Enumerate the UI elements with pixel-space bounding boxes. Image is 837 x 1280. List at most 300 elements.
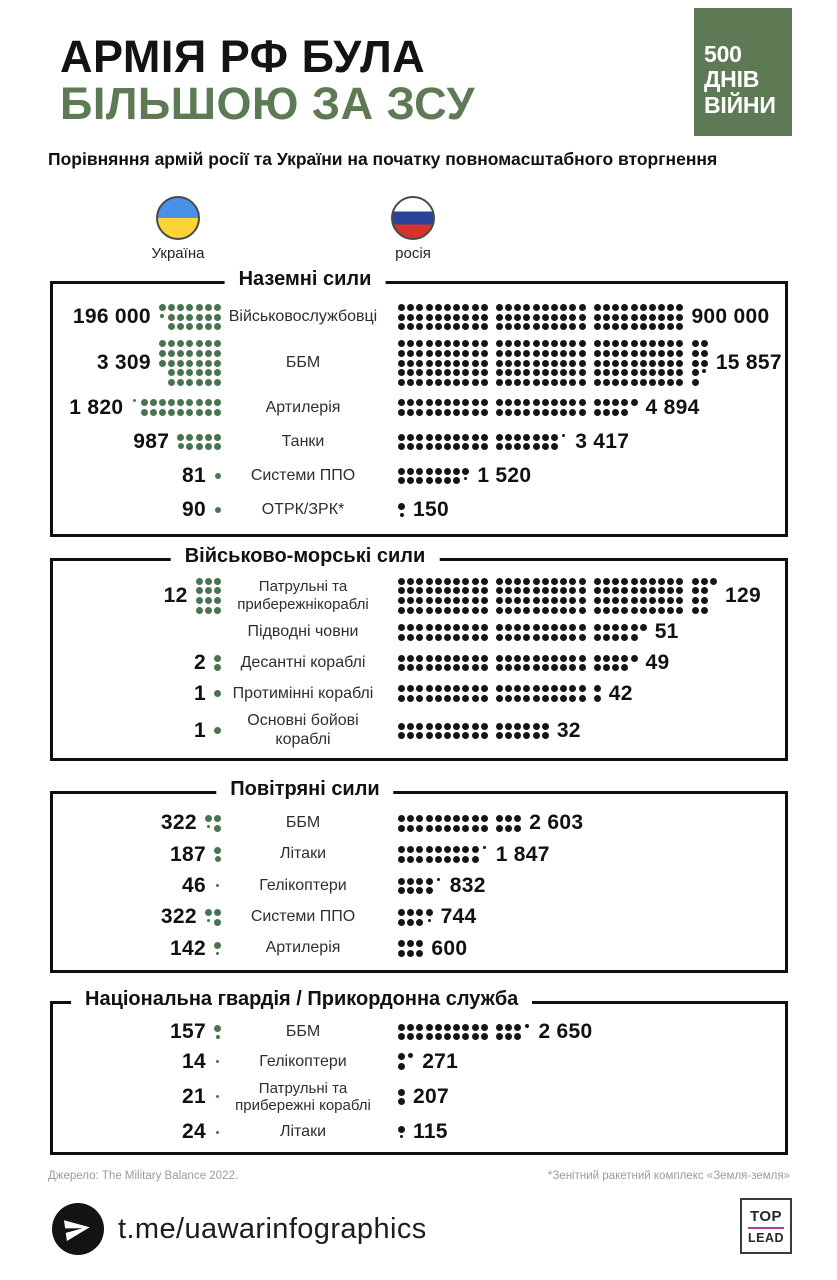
dot [472, 597, 479, 604]
toplead-bottom-text: LEAD [747, 1230, 785, 1245]
dot [196, 323, 203, 330]
dot [542, 664, 549, 671]
dot [533, 597, 540, 604]
dot [542, 409, 549, 416]
dot [215, 856, 221, 862]
dot [594, 597, 601, 604]
dot-column [560, 685, 567, 702]
dot [612, 360, 619, 367]
dot [640, 369, 647, 376]
ukraine-cell [53, 396, 221, 420]
ukraine-dot-grid [214, 1095, 221, 1098]
dot [551, 685, 558, 692]
dot-column [542, 434, 549, 451]
dot [407, 732, 414, 739]
dot [462, 340, 469, 347]
dot [407, 587, 414, 594]
dot [444, 695, 451, 702]
dot-column [453, 434, 460, 451]
dot [168, 360, 175, 367]
dot [398, 468, 405, 475]
row-label: Літаки [279, 1122, 327, 1140]
dot [205, 304, 212, 311]
dot [426, 350, 433, 357]
dot [551, 369, 558, 376]
dot [141, 399, 148, 406]
russia-cell [398, 430, 785, 454]
dot [594, 578, 601, 585]
dot [505, 314, 512, 321]
dot-column [398, 1053, 405, 1070]
dot [496, 369, 503, 376]
russia-dot-grid [398, 304, 683, 330]
dot [551, 379, 558, 386]
dot-column [407, 655, 414, 672]
dot [481, 379, 488, 386]
dot-column [453, 399, 460, 416]
dot-column [407, 940, 414, 957]
dot [205, 379, 212, 386]
dot [407, 634, 414, 641]
dot-column [631, 655, 638, 662]
dot [435, 360, 442, 367]
section-title: Військово-морські сили [171, 545, 440, 568]
dot-column [472, 624, 479, 641]
dot-column [426, 655, 433, 672]
dot [505, 597, 512, 604]
dot [569, 379, 576, 386]
dot [462, 314, 469, 321]
dot-column [496, 624, 503, 641]
dot-column [407, 846, 414, 863]
dot [214, 369, 221, 376]
dot [702, 369, 706, 373]
dot-column [398, 468, 405, 485]
dot [496, 434, 503, 441]
dot-column [569, 304, 576, 330]
dot [560, 409, 567, 416]
dot [523, 323, 530, 330]
dot [216, 1095, 219, 1098]
dot-column [649, 578, 656, 614]
dot [496, 607, 503, 614]
ukraine-dot-grid [214, 473, 221, 479]
dot [496, 587, 503, 594]
dot [667, 607, 674, 614]
dot [505, 1033, 512, 1040]
ukraine-value: 1 820 [69, 395, 124, 419]
dot [569, 634, 576, 641]
dot-column [560, 578, 567, 614]
dot [398, 887, 405, 894]
dot [407, 443, 414, 450]
dot-column [594, 578, 601, 614]
dot [658, 578, 665, 585]
dot [407, 314, 414, 321]
dot [462, 409, 469, 416]
dot-column [416, 468, 423, 485]
dot-column [398, 909, 405, 926]
dot [453, 578, 460, 585]
dot [621, 655, 628, 662]
dot [416, 950, 423, 957]
dot [472, 379, 479, 386]
dot [462, 846, 469, 853]
dot [416, 607, 423, 614]
table-row [53, 937, 785, 961]
dot-column [603, 340, 610, 385]
dot [196, 443, 203, 450]
dot [196, 409, 203, 416]
dot [603, 634, 610, 641]
dot-column [416, 685, 423, 702]
dot [426, 815, 433, 822]
dot [551, 664, 558, 671]
dot [426, 399, 433, 406]
dot [444, 314, 451, 321]
dot-column [426, 340, 433, 385]
dot [453, 825, 460, 832]
dot [542, 578, 549, 585]
dot [603, 607, 610, 614]
dot [542, 655, 549, 662]
dot [435, 314, 442, 321]
dot [667, 323, 674, 330]
dot [462, 1024, 469, 1031]
dot [472, 655, 479, 662]
dot [514, 1024, 521, 1031]
dot-column [205, 304, 212, 330]
dot-column [150, 399, 157, 416]
dot [462, 723, 469, 730]
dot-column [214, 340, 221, 385]
dot [594, 369, 601, 376]
dot-column [676, 304, 683, 330]
dot [407, 723, 414, 730]
dot [426, 379, 433, 386]
dot-column [569, 685, 576, 702]
dot [533, 732, 540, 739]
dot [453, 350, 460, 357]
dot-column [505, 624, 512, 641]
dot [542, 685, 549, 692]
dot [472, 664, 479, 671]
dot [416, 1033, 423, 1040]
dot [472, 695, 479, 702]
dot [205, 909, 212, 916]
dot [444, 655, 451, 662]
dot [603, 624, 610, 631]
russia-dot-grid [398, 846, 488, 863]
dot-column [196, 434, 203, 451]
dot [453, 443, 460, 450]
ukraine-dot-grid [205, 909, 221, 926]
dot [186, 399, 193, 406]
dot [426, 624, 433, 631]
russia-value: 150 [413, 497, 449, 521]
dot [407, 856, 414, 863]
ukraine-dot-grid [214, 655, 221, 672]
dot-column [496, 815, 503, 832]
ukraine-value: 46 [182, 873, 206, 897]
dot [514, 815, 521, 822]
dot [523, 409, 530, 416]
dot [214, 597, 221, 604]
dot [514, 825, 521, 832]
dot [398, 369, 405, 376]
dot [444, 468, 451, 475]
dot [398, 434, 405, 441]
dot [159, 360, 166, 367]
dot [692, 379, 699, 386]
dot [205, 597, 212, 604]
dot [462, 350, 469, 357]
dot [542, 304, 549, 311]
dot [551, 443, 558, 450]
dot [416, 878, 423, 885]
dot [416, 468, 423, 475]
dot [453, 723, 460, 730]
dot-column [481, 399, 488, 416]
dot [416, 399, 423, 406]
dot-column [214, 1131, 221, 1134]
russia-cell [398, 651, 785, 675]
dot-column [462, 399, 469, 416]
dot [168, 399, 175, 406]
russia-value: 115 [413, 1120, 448, 1144]
dot-column [214, 690, 221, 697]
dot [444, 360, 451, 367]
dot-column [205, 340, 212, 385]
telegram-link[interactable] [52, 1203, 427, 1255]
dot-column [435, 578, 442, 614]
dot [472, 815, 479, 822]
dot-column [569, 624, 576, 641]
dot-column [462, 434, 469, 451]
dot-column [398, 340, 405, 385]
ukraine-cell [53, 578, 221, 614]
russia-dot-grid [398, 655, 638, 672]
russia-cell [398, 905, 785, 929]
dot [205, 314, 212, 321]
dot [514, 314, 521, 321]
dot [621, 379, 628, 386]
dot-column [205, 815, 212, 828]
dot [676, 597, 683, 604]
dot-column [523, 685, 530, 702]
dot [435, 323, 442, 330]
dot [640, 340, 647, 347]
dot [472, 399, 479, 406]
dot [621, 664, 628, 671]
dot-column [542, 340, 549, 385]
dot [658, 360, 665, 367]
dot [407, 399, 414, 406]
dot-column [407, 815, 414, 832]
dot-column [551, 624, 558, 641]
dot [612, 340, 619, 347]
dot [649, 597, 656, 604]
dot-column [416, 940, 423, 957]
dot [444, 846, 451, 853]
dot [496, 379, 503, 386]
dot-column [621, 304, 628, 330]
dot [177, 399, 184, 406]
russia-dot-grid [398, 909, 433, 926]
dot-column [523, 434, 530, 451]
dot [205, 578, 212, 585]
russia-cell [398, 811, 785, 835]
dot-column [523, 723, 530, 740]
dot [514, 323, 521, 330]
dot [435, 340, 442, 347]
dot-column [453, 685, 460, 702]
dot [407, 304, 414, 311]
dot-column [214, 473, 221, 479]
dot-column [640, 304, 647, 330]
dot [407, 477, 414, 484]
dot [407, 340, 414, 347]
dot [416, 685, 423, 692]
dot [560, 634, 567, 641]
dot [398, 1033, 405, 1040]
dot [542, 369, 549, 376]
dot-column [168, 340, 175, 385]
dot [407, 940, 414, 947]
dot [398, 323, 405, 330]
ukraine-dot-grid [214, 690, 221, 697]
dot [407, 878, 414, 885]
dot [523, 340, 530, 347]
russia-cell [398, 620, 785, 644]
dot [435, 825, 442, 832]
dot [551, 304, 558, 311]
dot-column [640, 340, 647, 385]
dot [207, 825, 210, 828]
dot [462, 369, 469, 376]
dot-column [481, 434, 488, 451]
dot [453, 314, 460, 321]
dot [621, 304, 628, 311]
dot [612, 634, 619, 641]
dot [658, 369, 665, 376]
dot-column [196, 399, 203, 416]
dot [523, 350, 530, 357]
dot [426, 304, 433, 311]
dot [631, 360, 638, 367]
dot [649, 340, 656, 347]
dot [676, 304, 683, 311]
dot [462, 655, 469, 662]
dot [569, 664, 576, 671]
dot [407, 815, 414, 822]
dot-column [462, 723, 469, 740]
dot [453, 634, 460, 641]
dot [640, 624, 647, 631]
dot [667, 350, 674, 357]
dot [496, 723, 503, 730]
dot [496, 664, 503, 671]
dot [133, 399, 136, 402]
dot [214, 664, 221, 671]
dot [542, 379, 549, 386]
dot [496, 304, 503, 311]
row-label: ББМ [285, 814, 321, 832]
dot [603, 409, 610, 416]
dot [542, 340, 549, 347]
ukraine-dot-grid [131, 399, 221, 416]
dot [562, 434, 565, 437]
dot [505, 587, 512, 594]
dot [435, 597, 442, 604]
dot [579, 634, 586, 641]
dot-column [621, 399, 628, 416]
dot [481, 399, 488, 406]
dot [416, 409, 423, 416]
dot [177, 314, 184, 321]
dot-column [462, 1024, 469, 1041]
dot [533, 369, 540, 376]
dot [214, 443, 221, 450]
russia-value: 600 [431, 936, 468, 960]
dot [416, 1024, 423, 1031]
dot [186, 304, 193, 311]
dot [444, 597, 451, 604]
dot [437, 878, 440, 881]
dot-column [214, 815, 221, 832]
dot [472, 732, 479, 739]
dot-column [569, 578, 576, 614]
russia-dot-grid [398, 399, 638, 416]
dot [542, 443, 549, 450]
dot [533, 434, 540, 441]
dot [542, 314, 549, 321]
dot [407, 919, 414, 926]
toplead-logo [740, 1198, 792, 1254]
dot [505, 634, 512, 641]
dot [579, 597, 586, 604]
dot [416, 350, 423, 357]
dot [523, 360, 530, 367]
dot-column [462, 468, 469, 481]
dot [398, 624, 405, 631]
dot [603, 379, 610, 386]
dot [196, 607, 203, 614]
dot-column [444, 723, 451, 740]
dot-column [710, 578, 717, 585]
row-label: Військовослужбовці [228, 307, 378, 325]
dot [398, 1126, 405, 1133]
dot-column [649, 304, 656, 330]
dot-column [514, 723, 521, 740]
dot [407, 887, 414, 894]
dot [505, 723, 512, 730]
ukraine-cell [53, 1120, 221, 1144]
dot-column [214, 434, 221, 451]
dot [472, 587, 479, 594]
russia-value: 744 [440, 905, 477, 929]
dot [649, 304, 656, 311]
dot-column [579, 304, 586, 330]
dot [453, 323, 460, 330]
dot [533, 695, 540, 702]
dot [168, 409, 175, 416]
dot [462, 578, 469, 585]
dot [177, 434, 184, 441]
dot [560, 624, 567, 631]
russia-value: 3 417 [575, 429, 630, 453]
dot [569, 399, 576, 406]
